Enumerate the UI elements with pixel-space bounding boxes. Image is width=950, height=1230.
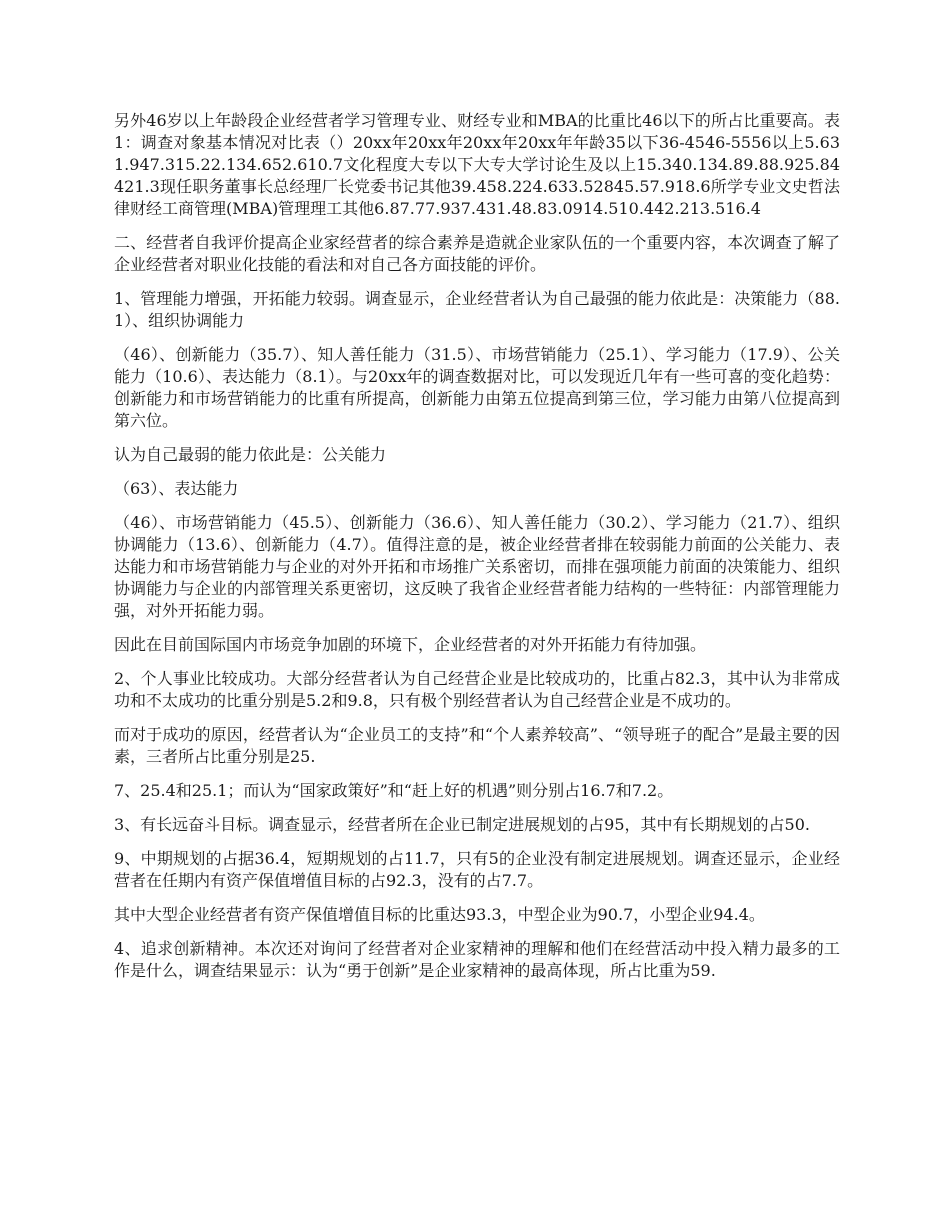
paragraph-strong-abilities: （46）、创新能力（35.7）、知人善任能力（31.5）、市场营销能力（25.1）、学习能力（17.9）、公关能力（10.6）、表达能力（8.1）。与20xx年的调查数据对比，可以发现近几年有一些可喜的变化趋势：创新能力和市场营销能力的比重有所提高，创新能力由第五位提高到第三位，学习能力由第八位提高到第六位。 — [114, 345, 840, 430]
paragraph-self-evaluation-intro: 二、经营者自我评价提高企业家经营者的综合素养是造就企业家队伍的一个重要内容，本次调查了解了企业经营者对职业化技能的看法和对自己各方面技能的评价。 — [114, 233, 840, 274]
paragraph-enterprise-size-stats: 其中大型企业经营者有资产保值增值目标的比重达93.3，中型企业为90.7，小型企业94.4。 — [114, 905, 765, 924]
paragraph-market-competition: 因此在目前国际国内市场竞争加剧的环境下，企业经营者的对外开拓能力有待加强。 — [114, 635, 707, 654]
paragraph-age-major-table: 另外46岁以上年龄段企业经营者学习管理专业、财经专业和MBA的比重比46以下的所占比重要高。表1：调查对象基本情况对比表（）20xx年20xx年20xx年20xx年年龄35以下36-4546-5556以上5.631.947.315.22.134.652.610.7文化程度大专以下大专大学讨论生及以上15.340.134.89.88.925.84421.3现任职务董事长总经理厂长党委书记其他39.458.224.633.52845.57.918.6所学专业文史哲法律财经工商管理(MBA)管理理工其他6.87.77.937.431.48.83.0914.510.442.213.516.4 — [114, 111, 840, 218]
paragraph-innovation-spirit: 4、追求创新精神。本次还对询问了经营者对企业家精神的理解和他们在经营活动中投入精力最多的工作是什么，调查结果显示：认为“勇于创新”是企业家精神的最高体现，所占比重为59. — [114, 939, 840, 980]
paragraph-weak-abilities-fragment: （63）、表达能力 — [114, 479, 239, 498]
paragraph-planning-stats: 9、中期规划的占据36.4，短期规划的占11.7，只有5的企业没有制定进展规划。调查还显示，企业经营者在任期内有资产保值增值目标的占92.3，没有的占7.7。 — [114, 849, 840, 890]
paragraph-career-success: 2、个人事业比较成功。大部分经营者认为自己经营企业是比较成功的，比重占82.3，其中认为非常成功和不太成功的比重分别是5.2和9.8，只有极个别经营者认为自己经营企业是不成功的。 — [114, 669, 840, 710]
paragraph-success-reasons: 而对于成功的原因，经营者认为“企业员工的支持”和“个人素养较高”、“领导班子的配合”是最主要的因素，三者所占比重分别是25. — [114, 725, 840, 766]
paragraph-weak-abilities: （46）、市场营销能力（45.5）、创新能力（36.6）、知人善任能力（30.2）、学习能力（21.7）、组织协调能力（13.6）、创新能力（4.7）。值得注意的是，被企业经营者排在较弱能力前面的公关能力、表达能力和市场营销能力与企业的对外开拓和市场推广关系密切，而排在强项能力前面的决策能力、组织协调能力与企业的内部管理关系更密切，这反映了我省企业经营者能力结构的一些特征：内部管理能力强，对外开拓能力弱。 — [114, 513, 840, 620]
document-body — [114, 110, 840, 994]
paragraph-management-ability: 1、管理能力增强，开拓能力较弱。调查显示，企业经营者认为自己最强的能力依此是：决策能力（88.1）、组织协调能力 — [114, 289, 840, 330]
paragraph-success-reasons-cont: 7、25.4和25.1；而认为“国家政策好”和“赶上好的机遇”则分别占16.7和7.2。 — [114, 781, 674, 800]
paragraph-weak-abilities-intro: 认为自己最弱的能力依此是：公关能力 — [114, 445, 387, 464]
paragraph-long-term-goals: 3、有长远奋斗目标。调查显示，经营者所在企业已制定进展规划的占95，其中有长期规划的占50. — [114, 815, 810, 834]
